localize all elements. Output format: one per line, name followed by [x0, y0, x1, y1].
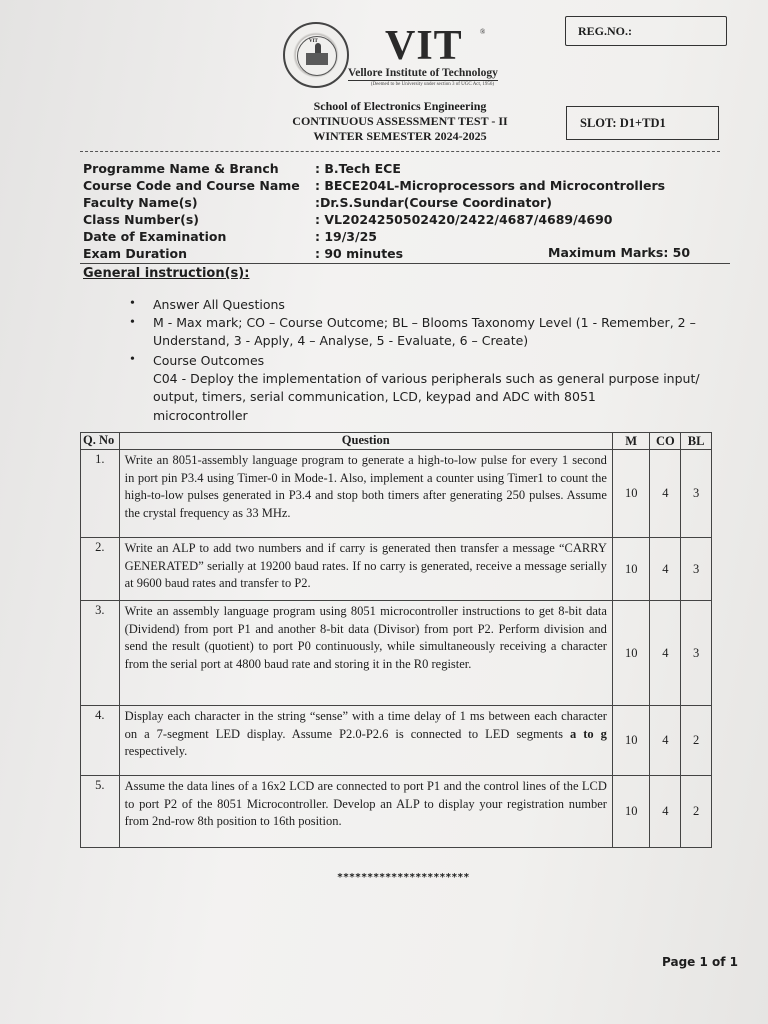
slot-label: SLOT: D1+TD1 — [580, 116, 666, 130]
duration-value: : 90 minutes — [315, 246, 404, 261]
table-row — [81, 706, 712, 776]
question-number: 2. — [81, 538, 120, 601]
question-bl: 2 — [681, 776, 712, 848]
header-divider — [80, 151, 720, 152]
question-text — [119, 706, 612, 776]
question-marks: 10 — [612, 450, 650, 538]
max-marks: Maximum Marks: 50 — [548, 245, 691, 260]
header-question: Question — [119, 433, 612, 450]
reg-no-box — [565, 16, 727, 46]
question-marks: 10 — [612, 538, 650, 601]
question-number: 4. — [81, 706, 120, 776]
question-co: 4 — [650, 601, 681, 706]
programme-value: : B.Tech ECE — [315, 161, 401, 176]
bullet-icon: • — [130, 296, 135, 311]
table-row — [81, 601, 712, 706]
question-text-part: respectively. — [124, 744, 188, 758]
question-number: 1. — [81, 450, 120, 538]
deemed-university-note: (Deemed to be University under section 3 of UGC Act, 1956) — [370, 82, 495, 87]
question-co: 4 — [650, 776, 681, 848]
question-text-part: Display each character in the string “sense” with a time delay of 1 ms between each character on a 7-segment LED display. Assume P2.0-P2.6 is connected to LED segments — [124, 709, 607, 741]
info-divider — [80, 263, 730, 264]
question-marks: 10 — [612, 601, 650, 706]
question-marks: 10 — [612, 706, 650, 776]
reg-no-label: REG.NO.: — [578, 24, 632, 38]
instruction-1: Answer All Questions — [153, 297, 285, 312]
institute-name: Vellore Institute of Technology — [348, 67, 498, 79]
course-outcome-c: microcontroller — [153, 408, 248, 423]
question-table — [80, 432, 712, 848]
bullet-icon: • — [130, 315, 135, 330]
seal-tower-icon — [315, 43, 321, 53]
slot-box — [566, 106, 719, 140]
exam-date-label: Date of Examination — [83, 229, 227, 244]
instruction-2b: Understand, 3 - Apply, 4 – Analyse, 5 - Evaluate, 6 – Create) — [153, 333, 529, 348]
instruction-3: Course Outcomes — [153, 353, 265, 368]
vit-logo-text: VIT — [385, 23, 463, 69]
general-instructions-title: General instruction(s): — [83, 266, 250, 281]
exam-date-value: : 19/3/25 — [315, 229, 377, 244]
seal-building-icon — [306, 53, 328, 65]
question-bl: 3 — [681, 601, 712, 706]
question-text-bold: a to g — [569, 726, 607, 741]
question-bl: 2 — [681, 706, 712, 776]
header-bl: BL — [681, 433, 712, 450]
question-co: 4 — [650, 706, 681, 776]
question-marks: 10 — [612, 776, 650, 848]
question-number: 5. — [81, 776, 120, 848]
programme-label: Programme Name & Branch — [83, 161, 279, 176]
duration-label: Exam Duration — [83, 246, 188, 261]
table-row — [81, 450, 712, 538]
semester-name: WINTER SEMESTER 2024-2025 — [313, 129, 487, 143]
question-text: Write an assembly language program using 8051 microcontroller instructions to get 8-bit data (Dividend) from port P1 and another 8-bit data (Divisor) from port P2. Perform division and send the result (quotient) to port P0 continuously, while simultaneously receiving a character from the serial port at 4800 baud rate and storing it in the R0 register. — [119, 601, 612, 706]
question-co: 4 — [650, 450, 681, 538]
question-bl: 3 — [681, 538, 712, 601]
course-label: Course Code and Course Name — [83, 178, 300, 193]
end-of-paper-marker: ********************** — [337, 872, 470, 883]
question-number: 3. — [81, 601, 120, 706]
seal-text: VIT — [309, 39, 318, 44]
test-name: CONTINUOUS ASSESSMENT TEST - II — [292, 114, 508, 128]
table-row — [81, 776, 712, 848]
class-number-value: : VL2024250502420/2422/4687/4689/4690 — [315, 212, 613, 227]
page-number: Page 1 of 1 — [662, 955, 738, 969]
question-text: Write an ALP to add two numbers and if carry is generated then transfer a message “CARRY GENERATED” serially at 19200 baud rates. If no carry is generated, receive a message serially at 9600 baud rates and transfer to P2. — [119, 538, 612, 601]
vit-seal-logo — [283, 22, 349, 88]
course-value: : BECE204L-Microprocessors and Microcontrollers — [315, 178, 666, 193]
question-text: Write an 8051-assembly language program to generate a high-to-low pulse for every 1 second in port pin P3.4 using Timer-0 in Mode-1. Also, implement a counter using Timer1 to count the high-to-low pulses generated in P3.4 and stop both timers after generating 250 pulses. Assume the crystal frequency as 33 MHz. — [119, 450, 612, 538]
table-row — [81, 538, 712, 601]
question-co: 4 — [650, 538, 681, 601]
bullet-icon: • — [130, 352, 135, 367]
instruction-2a: M - Max mark; CO – Course Outcome; BL – Blooms Taxonomy Level (1 - Remember, 2 – — [153, 315, 696, 330]
table-header-row — [81, 433, 712, 450]
vit-logo-mark: ® — [480, 28, 486, 36]
course-outcome-a: C04 - Deploy the implementation of various peripherals such as general purpose input/ — [153, 371, 700, 386]
class-number-label: Class Number(s) — [83, 212, 199, 227]
question-bl: 3 — [681, 450, 712, 538]
school-name: School of Electronics Engineering — [313, 99, 487, 113]
course-outcome-b: output, timers, serial communication, LCD, keypad and ADC with 8051 — [153, 389, 596, 404]
faculty-value: :Dr.S.Sundar(Course Coordinator) — [315, 195, 552, 210]
faculty-label: Faculty Name(s) — [83, 195, 198, 210]
header-co: CO — [650, 433, 681, 450]
header-qno: Q. No — [81, 433, 120, 450]
question-text: Assume the data lines of a 16x2 LCD are connected to port P1 and the control lines of the LCD to port P2 of the 8051 Microcontroller. Develop an ALP to display your registration number from 2nd-row 8th position to 16th position. — [119, 776, 612, 848]
header-m: M — [612, 433, 650, 450]
